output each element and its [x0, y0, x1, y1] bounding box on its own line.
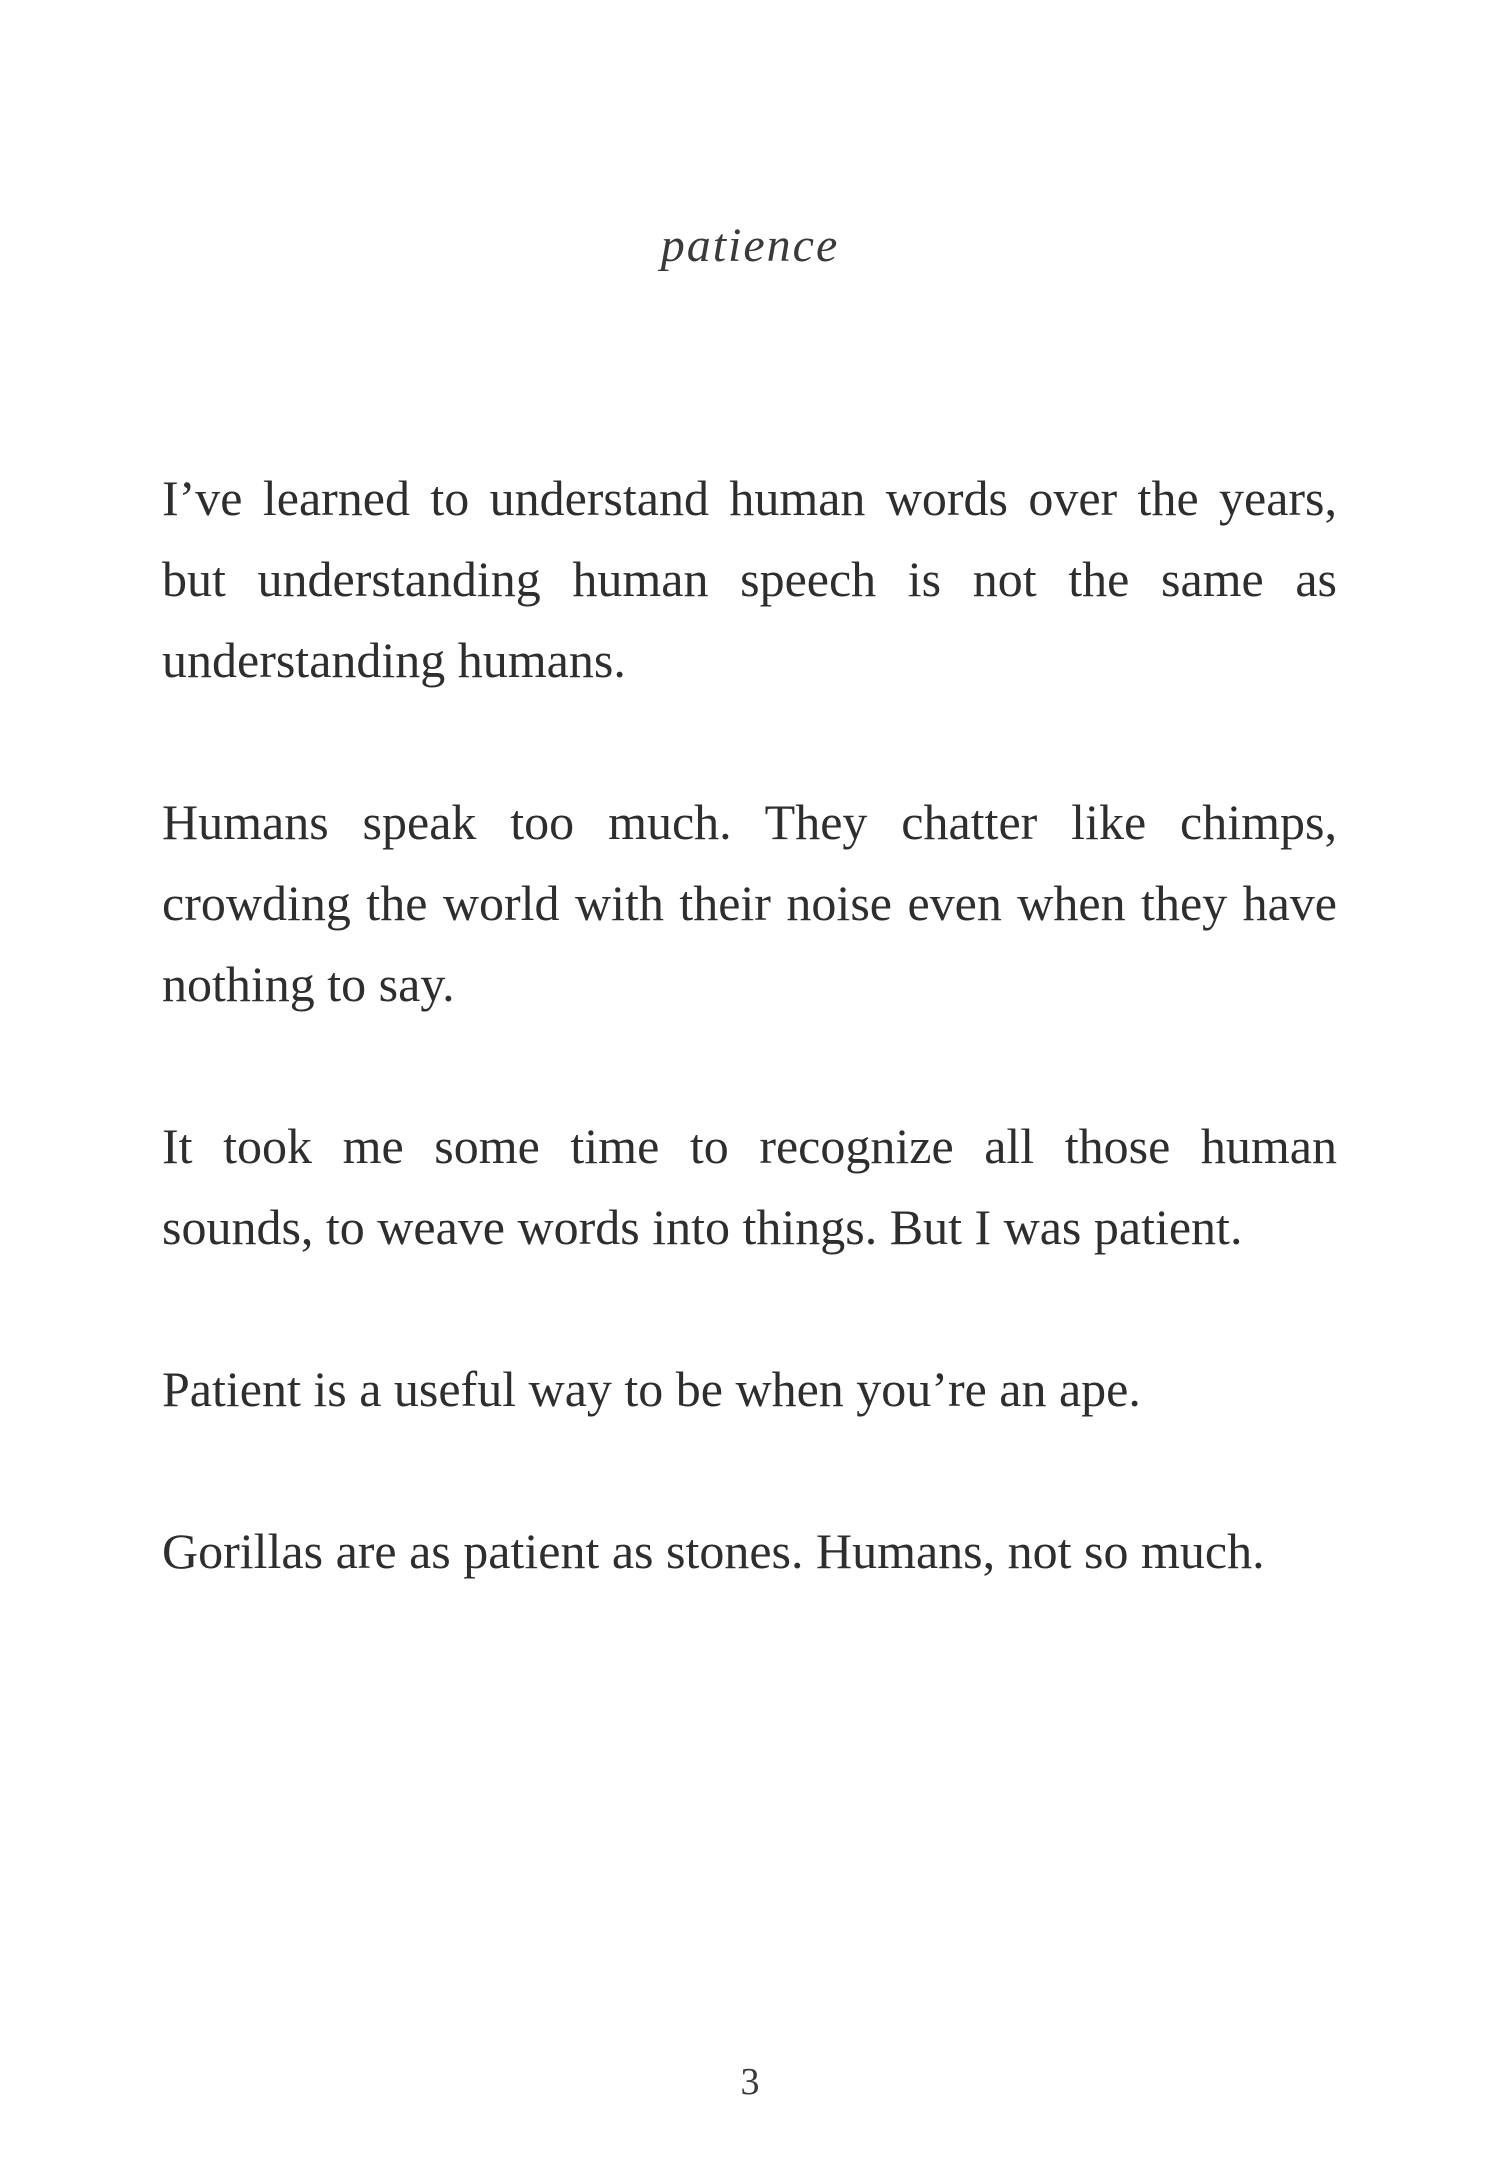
paragraph-3: It took me some time to recognize all those human sounds, to weave words into things. But I was patient. — [162, 1118, 1337, 1255]
paragraph-5: Gorillas are as patient as stones. Humans, not so much. — [162, 1523, 1265, 1579]
paragraph-1: I’ve learned to understand human words over the years, but understanding human speech is not the same as understanding humans. — [162, 470, 1337, 688]
paragraph-2: Humans speak too much. They chatter like chimps, crowding the world with their noise even when they have nothing to say. — [162, 794, 1337, 1012]
paragraph-4: Patient is a useful way to be when you’re an ape. — [162, 1361, 1141, 1417]
chapter-title: patience — [660, 219, 840, 272]
body-text — [162, 458, 1337, 1592]
page-number: 3 — [740, 2061, 760, 2103]
